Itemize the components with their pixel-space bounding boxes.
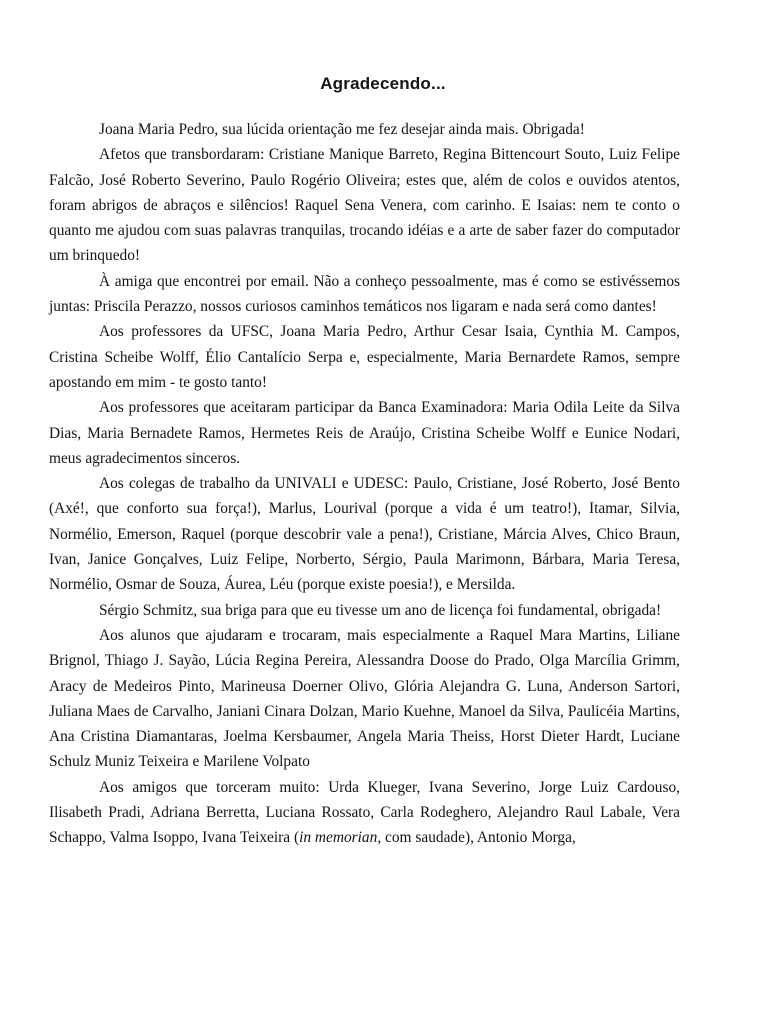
paragraph-text: Aos amigos que torceram muito: Urda Klueger, Ivana Severino, Jorge Luiz Cardouso, Ilisabeth Pradi, Adriana Berretta, Luciana Rossato, Carla Rodeghero, Alejandro Raul Labale, Vera Schappo, Valma Isoppo, Ivana Teixeira ( (49, 778, 680, 847)
paragraph: Aos colegas de trabalho da UNIVALI e UDESC: Paulo, Cristiane, José Roberto, José Bento (Axé!, que conforto sua força!), Marlus, Lourival (porque a vida é um teatro!), Itamar, Silvia, Normélio, Emerson, Raquel (porque descobrir vale a pena!), Cristiane, Márcia Alves, Chico Braun, Ivan, Janice Gonçalves, Luiz Felipe, Norberto, Sérgio, Paula Marimonn, Bárbara, Maria Teresa, Normélio, Osmar de Souza, Áurea, Léu (porque existe poesia!), e Mersilda. (49, 475, 680, 594)
document-body (49, 117, 680, 851)
paragraph: Afetos que transbordaram: Cristiane Manique Barreto, Regina Bittencourt Souto, Luiz Felipe Falcão, José Roberto Severino, Paulo Rogério Oliveira; estes que, além de colos e ouvidos atentos, foram abrigos de abraços e silêncios! Raquel Sena Venera, com carinho. E Isaias: nem te conto o quanto me ajudou com suas palavras tranquilas, trocando idéias e a arte de saber fazer do computador um brinquedo! (49, 146, 680, 265)
paragraph: Aos alunos que ajudaram e trocaram, mais especialmente a Raquel Mara Martins, Liliane Brignol, Thiago J. Sayão, Lúcia Regina Pereira, Alessandra Doose do Prado, Olga Marcília Grimm, Aracy de Medeiros Pinto, Marineusa Doerner Olivo, Glória Alejandra G. Luna, Anderson Sartori, Juliana Maes de Carvalho, Janiani Cinara Dolzan, Mario Kuehne, Manoel da Silva, Paulicéia Martins, Ana Cristina Diamantaras, Joelma Kersbaumer, Angela Maria Theiss, Horst Dieter Hardt, Luciane Schulz Muniz Teixeira e Marilene Volpato (49, 626, 680, 771)
paragraph: Sérgio Schmitz, sua briga para que eu tivesse um ano de licença foi fundamental, obrigada! (99, 601, 662, 619)
paragraph: Aos professores que aceitaram participar da Banca Examinadora: Maria Odila Leite da Silva Dias, Maria Bernadete Ramos, Hermetes Reis de Araújo, Cristina Scheibe Wolff e Eunice Nodari, meus agradecimentos sinceros. (49, 399, 680, 467)
page-title: Agradecendo... (320, 74, 446, 93)
paragraph-text: , com saudade), Antonio Morga, (377, 829, 576, 847)
paragraph-last (49, 775, 680, 851)
italic-text: in memorian (299, 829, 378, 847)
paragraph: Joana Maria Pedro, sua lúcida orientação me fez desejar ainda mais. Obrigada! (99, 121, 585, 138)
paragraph: Aos professores da UFSC, Joana Maria Pedro, Arthur Cesar Isaia, Cynthia M. Campos, Cristina Scheibe Wolff, Élio Cantalício Serpa e, especialmente, Maria Bernardete Ramos, sempre apostando em mim - te gosto tanto! (49, 323, 680, 391)
paragraph: À amiga que encontrei por email. Não a conheço pessoalmente, mas é como se estivéssemos juntas: Priscila Perazzo, nossos curiosos caminhos temáticos nos ligaram e nada será como dantes! (49, 272, 680, 316)
